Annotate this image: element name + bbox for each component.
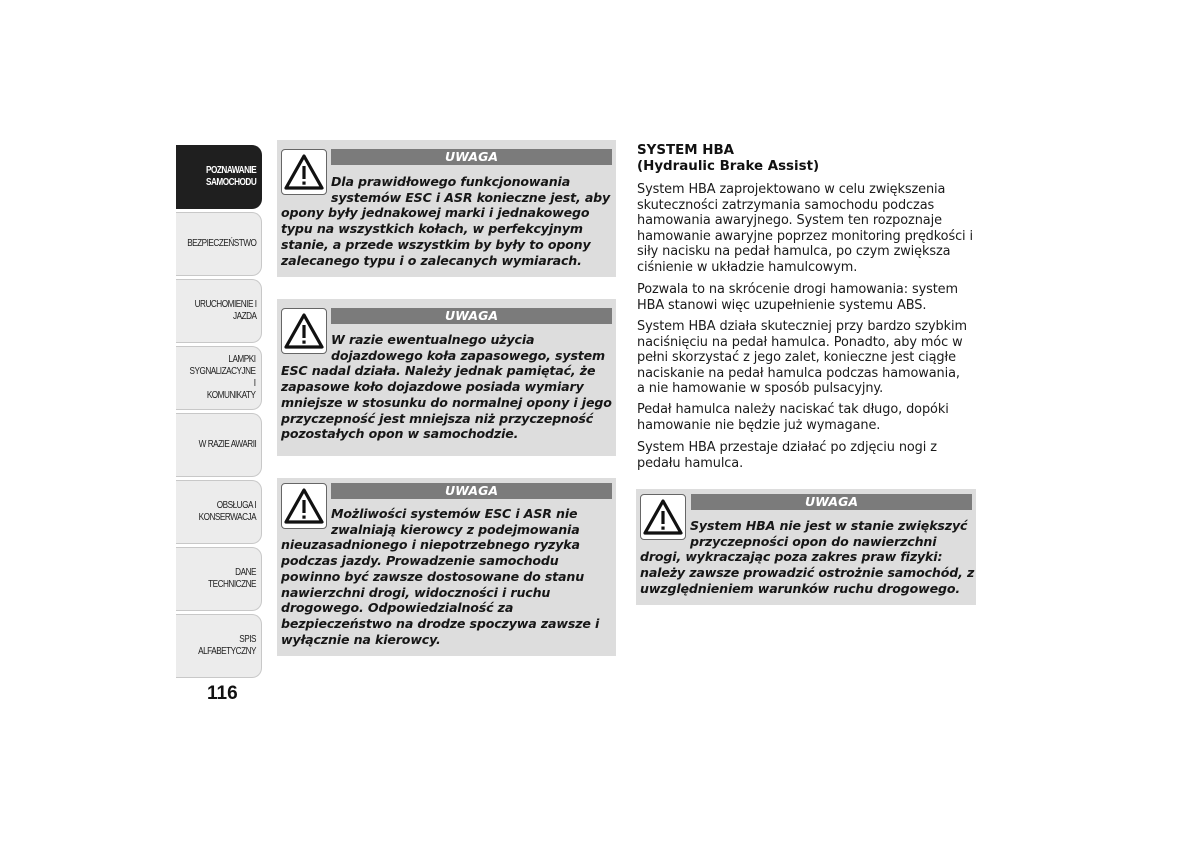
tab-w-razie-awarii[interactable]: W RAZIE AWARII: [176, 413, 262, 477]
warning-text-line: drogi, wykraczając poza zakres praw fizyki: należy zawsze prowadzić ostrożnie samochód, z uwzględnieniem warunków ruchu drogowego.: [640, 549, 975, 596]
paragraph: System HBA działa skuteczniej przy bardzo szybkim naciśnięciu na pedał hamulca. Ponadto, aby móc w pełni skorzystać z jego zalet, konieczne jest ciągłe naciskanie na pedał hamulca podczas hamowania, a nie hamowanie w sposób pulsacyjny.: [637, 319, 967, 397]
tab-lampki-sygnalizacyjne[interactable]: LAMPKI SYGNALIZACYJNE I KOMUNIKATY: [176, 346, 262, 410]
warning-box-esc-asr-limits: [277, 478, 616, 656]
page-number: 116: [207, 683, 238, 704]
warning-box-hba-limits: [636, 489, 976, 605]
tab-bezpieczenstwo[interactable]: BEZPIECZEŃSTWO: [176, 212, 262, 276]
warning-box-spare-wheel: [277, 299, 616, 456]
tab-uruchomienie-i-jazda[interactable]: URUCHOMIENIE I JAZDA: [176, 279, 262, 343]
tab-dane-techniczne[interactable]: DANE TECHNICZNE: [176, 547, 262, 611]
warning-text-line: ESC nadal działa. Należy jednak pamiętać, że zapasowe koło dojazdowe posiada wymiary mniejsze w stosunku do normalnej opony i jego przyczepność jest mniejsza niż przyczepność pozostałych opon w samochodzie.: [281, 363, 612, 442]
warning-box-esc-tires: [277, 140, 616, 277]
section-heading: SYSTEM HBA (Hydraulic Brake Assist): [637, 143, 820, 174]
warning-text: [281, 506, 599, 647]
warning-title: UWAGA: [691, 494, 972, 510]
tab-obsluga-i-konserwacja[interactable]: OBSŁUGA I KONSERWACJA: [176, 480, 262, 544]
tab-spis-alfabetyczny[interactable]: SPIS ALFABETYCZNY: [176, 614, 262, 678]
paragraph: System HBA zaprojektowano w celu zwiększenia skuteczności zatrzymania samochodu podczas hamowania awaryjnego. System ten rozpoznaje hamowanie awaryjne poprzez monitoring prędkości i siły nacisku na pedał hamulca, po czym zwiększa ciśnienie w układzie hamulcowym.: [637, 182, 974, 275]
warning-text: [281, 174, 610, 268]
warning-text-line: System HBA nie jest w stanie zwiększyć przyczepności opon do nawierzchni: [690, 518, 968, 549]
warning-text: [640, 518, 974, 597]
warning-title: UWAGA: [331, 149, 612, 165]
warning-text-line: W razie ewentualnego użycia dojazdowego koła zapasowego, system: [331, 332, 606, 363]
paragraph: System HBA przestaje działać po zdjęciu nogi z pedału hamulca.: [637, 440, 937, 471]
warning-text-line: Dla prawidłowego funkcjonowania systemów ESC i ASR konieczne jest, aby: [331, 174, 611, 205]
paragraph: Pozwala to na skrócenie drogi hamowania: system HBA stanowi więc uzupełnienie systemu ABS.: [637, 282, 958, 313]
warning-text-line: nieuzasadnionego i niepotrzebnego ryzyka podczas jazdy. Prowadzenie samochodu powinno być zawsze dostosowane do stanu nawierzchni drogi, widoczności i ruchu drogowego. Odpowiedzialność za bezpieczeństwo na drodze spoczywa zawsze i wyłącznie na kierowcy.: [281, 537, 600, 647]
warning-text-line: Możliwości systemów ESC i ASR nie zwalniają kierowcy z podejmowania: [331, 506, 580, 537]
paragraph: Pedał hamulca należy naciskać tak długo, dopóki hamowanie nie będzie już wymagane.: [637, 402, 949, 433]
warning-title: UWAGA: [331, 308, 612, 324]
warning-text-line: opony były jednakowej marki i jednakowego typu na wszystkich kołach, w perfekcyjnym stanie, a przede wszystkim by były to opony zalecanego typu i o zalecanych wymiarach.: [281, 205, 591, 268]
warning-text: [281, 332, 612, 442]
warning-title: UWAGA: [331, 483, 612, 499]
tab-poznawanie-samochodu[interactable]: POZNAWANIE SAMOCHODU: [176, 145, 262, 209]
